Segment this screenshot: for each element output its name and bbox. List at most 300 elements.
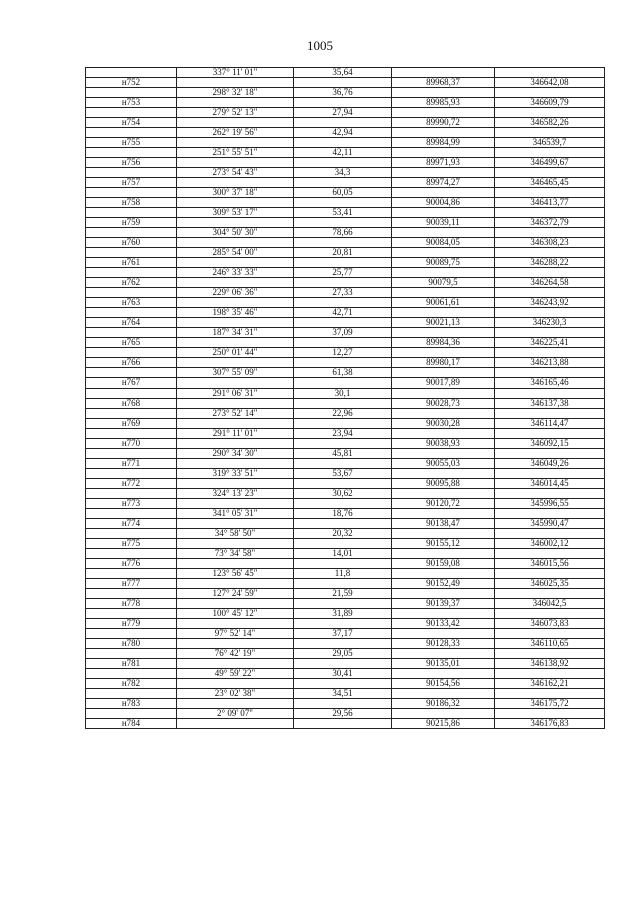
point-row: [86, 678, 605, 688]
point-name-cell: н768: [86, 398, 177, 408]
distance-cell: 34,3: [294, 168, 392, 178]
distance-cell: 37,17: [294, 628, 392, 638]
empty-cell: [294, 78, 392, 88]
angle-cell: 300° 37' 18": [177, 188, 294, 198]
x-coordinate-cell: 90055,03: [392, 458, 495, 468]
empty-cell: [495, 528, 605, 538]
angle-cell: 49° 59' 22": [177, 668, 294, 678]
point-row: [86, 358, 605, 368]
page-number: 1005: [307, 38, 333, 53]
point-row: [86, 378, 605, 388]
empty-cell: [392, 328, 495, 338]
empty-cell: [294, 498, 392, 508]
empty-cell: [495, 428, 605, 438]
point-row: [86, 618, 605, 628]
empty-cell: [294, 458, 392, 468]
x-coordinate-cell: 90139,37: [392, 598, 495, 608]
angle-cell: 341° 05' 31": [177, 508, 294, 518]
empty-cell: [392, 128, 495, 138]
distance-cell: 14,01: [294, 548, 392, 558]
point-row: [86, 658, 605, 668]
point-name-cell: н777: [86, 578, 177, 588]
empty-cell: [392, 108, 495, 118]
x-coordinate-cell: 90154,56: [392, 678, 495, 688]
empty-cell: [177, 498, 294, 508]
distance-cell: 30,41: [294, 668, 392, 678]
y-coordinate-cell: 346582,26: [495, 118, 605, 128]
y-coordinate-cell: 346114,47: [495, 418, 605, 428]
point-row: [86, 178, 605, 188]
y-coordinate-cell: 346042,5: [495, 598, 605, 608]
empty-cell: [294, 318, 392, 328]
distance-cell: 60,05: [294, 188, 392, 198]
empty-cell: [495, 488, 605, 498]
empty-cell: [495, 148, 605, 158]
segment-row: [86, 688, 605, 698]
empty-cell: [495, 548, 605, 558]
empty-cell: [495, 408, 605, 418]
x-coordinate-cell: 89985,93: [392, 98, 495, 108]
x-coordinate-cell: 90133,42: [392, 618, 495, 628]
angle-cell: 187° 34' 31": [177, 328, 294, 338]
coordinates-table: [85, 67, 605, 729]
angle-cell: 127° 24' 59": [177, 588, 294, 598]
segment-row: [86, 488, 605, 498]
empty-cell: [177, 598, 294, 608]
angle-cell: 23° 02' 38": [177, 688, 294, 698]
empty-cell: [86, 348, 177, 358]
segment-row: [86, 188, 605, 198]
empty-cell: [177, 438, 294, 448]
point-name-cell: н754: [86, 118, 177, 128]
segment-row: [86, 228, 605, 238]
point-name-cell: н764: [86, 318, 177, 328]
segment-row: [86, 468, 605, 478]
point-row: [86, 478, 605, 488]
empty-cell: [392, 548, 495, 558]
angle-cell: 291° 11' 01": [177, 428, 294, 438]
angle-cell: 34° 58' 50": [177, 528, 294, 538]
empty-cell: [177, 198, 294, 208]
empty-cell: [495, 328, 605, 338]
angle-cell: 229° 06' 36": [177, 288, 294, 298]
empty-cell: [495, 248, 605, 258]
empty-cell: [392, 348, 495, 358]
angle-cell: 309° 53' 17": [177, 208, 294, 218]
distance-cell: 23,94: [294, 428, 392, 438]
point-name-cell: н765: [86, 338, 177, 348]
empty-cell: [495, 288, 605, 298]
segment-row: [86, 528, 605, 538]
empty-cell: [294, 418, 392, 428]
segment-row: [86, 668, 605, 678]
empty-cell: [495, 608, 605, 618]
point-name-cell: н782: [86, 678, 177, 688]
y-coordinate-cell: 346609,79: [495, 98, 605, 108]
distance-cell: 21,59: [294, 588, 392, 598]
angle-cell: 262° 19' 56": [177, 128, 294, 138]
empty-cell: [495, 188, 605, 198]
empty-cell: [177, 98, 294, 108]
empty-cell: [294, 98, 392, 108]
x-coordinate-cell: 89974,27: [392, 178, 495, 188]
point-row: [86, 538, 605, 548]
empty-cell: [177, 578, 294, 588]
empty-cell: [86, 208, 177, 218]
empty-cell: [495, 648, 605, 658]
y-coordinate-cell: 346162,21: [495, 678, 605, 688]
empty-cell: [86, 648, 177, 658]
point-row: [86, 318, 605, 328]
empty-cell: [86, 508, 177, 518]
empty-cell: [495, 588, 605, 598]
segment-row: [86, 328, 605, 338]
empty-cell: [177, 618, 294, 628]
empty-cell: [177, 719, 294, 729]
segment-row: [86, 709, 605, 719]
y-coordinate-cell: 345990,47: [495, 518, 605, 528]
empty-cell: [392, 688, 495, 698]
y-coordinate-cell: 346465,45: [495, 178, 605, 188]
empty-cell: [177, 518, 294, 528]
empty-cell: [177, 558, 294, 568]
x-coordinate-cell: 89990,72: [392, 118, 495, 128]
x-coordinate-cell: 89984,36: [392, 338, 495, 348]
point-name-cell: н776: [86, 558, 177, 568]
empty-cell: [495, 388, 605, 398]
y-coordinate-cell: 346308,23: [495, 238, 605, 248]
empty-cell: [392, 208, 495, 218]
point-name-cell: н770: [86, 438, 177, 448]
empty-cell: [392, 408, 495, 418]
y-coordinate-cell: 346264,58: [495, 278, 605, 288]
empty-cell: [86, 128, 177, 138]
distance-cell: 18,76: [294, 508, 392, 518]
empty-cell: [294, 678, 392, 688]
empty-cell: [495, 228, 605, 238]
empty-cell: [495, 308, 605, 318]
empty-cell: [392, 148, 495, 158]
distance-cell: 29,05: [294, 648, 392, 658]
empty-cell: [177, 458, 294, 468]
point-name-cell: н774: [86, 518, 177, 528]
segment-row: [86, 628, 605, 638]
empty-cell: [495, 268, 605, 278]
segment-row: [86, 68, 605, 78]
empty-cell: [495, 88, 605, 98]
distance-cell: 42,94: [294, 128, 392, 138]
angle-cell: 273° 52' 14": [177, 408, 294, 418]
empty-cell: [495, 208, 605, 218]
empty-cell: [86, 408, 177, 418]
angle-cell: 250° 01' 44": [177, 348, 294, 358]
y-coordinate-cell: 345996,55: [495, 498, 605, 508]
empty-cell: [495, 688, 605, 698]
empty-cell: [392, 628, 495, 638]
empty-cell: [392, 248, 495, 258]
empty-cell: [392, 448, 495, 458]
x-coordinate-cell: 89971,93: [392, 158, 495, 168]
x-coordinate-cell: 90028,73: [392, 398, 495, 408]
point-row: [86, 258, 605, 268]
point-name-cell: н752: [86, 78, 177, 88]
point-name-cell: н771: [86, 458, 177, 468]
empty-cell: [495, 68, 605, 78]
empty-cell: [294, 518, 392, 528]
empty-cell: [392, 308, 495, 318]
x-coordinate-cell: 90095,88: [392, 478, 495, 488]
empty-cell: [86, 68, 177, 78]
empty-cell: [177, 378, 294, 388]
y-coordinate-cell: 346014,45: [495, 478, 605, 488]
point-row: [86, 578, 605, 588]
empty-cell: [177, 118, 294, 128]
angle-cell: 290° 34' 30": [177, 448, 294, 458]
point-row: [86, 418, 605, 428]
distance-cell: 29,56: [294, 709, 392, 719]
empty-cell: [294, 158, 392, 168]
angle-cell: 97° 52' 14": [177, 628, 294, 638]
distance-cell: 30,62: [294, 488, 392, 498]
y-coordinate-cell: 346642,08: [495, 78, 605, 88]
segment-row: [86, 568, 605, 578]
angle-cell: 304° 50' 30": [177, 228, 294, 238]
segment-row: [86, 448, 605, 458]
angle-cell: 76° 42' 19": [177, 648, 294, 658]
empty-cell: [294, 638, 392, 648]
y-coordinate-cell: 346230,3: [495, 318, 605, 328]
point-name-cell: н779: [86, 618, 177, 628]
y-coordinate-cell: 346073,83: [495, 618, 605, 628]
empty-cell: [294, 338, 392, 348]
empty-cell: [392, 288, 495, 298]
x-coordinate-cell: 90155,12: [392, 538, 495, 548]
x-coordinate-cell: 90215,86: [392, 719, 495, 729]
empty-cell: [86, 228, 177, 238]
empty-cell: [86, 308, 177, 318]
distance-cell: 27,94: [294, 108, 392, 118]
empty-cell: [294, 398, 392, 408]
empty-cell: [392, 528, 495, 538]
empty-cell: [392, 568, 495, 578]
point-name-cell: н761: [86, 258, 177, 268]
empty-cell: [392, 268, 495, 278]
point-row: [86, 598, 605, 608]
empty-cell: [495, 128, 605, 138]
point-name-cell: н755: [86, 138, 177, 148]
empty-cell: [495, 628, 605, 638]
segment-row: [86, 288, 605, 298]
distance-cell: 31,89: [294, 608, 392, 618]
empty-cell: [177, 418, 294, 428]
segment-row: [86, 428, 605, 438]
empty-cell: [177, 138, 294, 148]
point-row: [86, 198, 605, 208]
empty-cell: [392, 608, 495, 618]
point-row: [86, 98, 605, 108]
x-coordinate-cell: 90004,86: [392, 198, 495, 208]
empty-cell: [294, 598, 392, 608]
empty-cell: [495, 668, 605, 678]
distance-cell: 78,66: [294, 228, 392, 238]
empty-cell: [294, 298, 392, 308]
y-coordinate-cell: 346413,77: [495, 198, 605, 208]
point-name-cell: н758: [86, 198, 177, 208]
empty-cell: [86, 248, 177, 258]
angle-cell: 251° 55' 51": [177, 148, 294, 158]
segment-row: [86, 308, 605, 318]
x-coordinate-cell: 89968,37: [392, 78, 495, 88]
empty-cell: [294, 178, 392, 188]
angle-cell: 100° 45' 12": [177, 608, 294, 618]
empty-cell: [177, 358, 294, 368]
empty-cell: [177, 478, 294, 488]
y-coordinate-cell: 346243,92: [495, 298, 605, 308]
empty-cell: [294, 138, 392, 148]
segment-row: [86, 108, 605, 118]
y-coordinate-cell: 346002,12: [495, 538, 605, 548]
y-coordinate-cell: 346288,22: [495, 258, 605, 268]
empty-cell: [86, 288, 177, 298]
angle-cell: 123° 56' 45": [177, 568, 294, 578]
empty-cell: [495, 568, 605, 578]
empty-cell: [86, 388, 177, 398]
empty-cell: [392, 88, 495, 98]
empty-cell: [86, 608, 177, 618]
angle-cell: 337° 11' 01": [177, 68, 294, 78]
point-row: [86, 238, 605, 248]
y-coordinate-cell: 346025,35: [495, 578, 605, 588]
segment-row: [86, 168, 605, 178]
x-coordinate-cell: 90159,08: [392, 558, 495, 568]
empty-cell: [392, 188, 495, 198]
point-name-cell: н775: [86, 538, 177, 548]
empty-cell: [392, 168, 495, 178]
angle-cell: 198° 35' 46": [177, 308, 294, 318]
segment-row: [86, 208, 605, 218]
distance-cell: 34,51: [294, 688, 392, 698]
distance-cell: 53,67: [294, 468, 392, 478]
distance-cell: 30,1: [294, 388, 392, 398]
x-coordinate-cell: 90152,49: [392, 578, 495, 588]
empty-cell: [86, 448, 177, 458]
point-name-cell: н769: [86, 418, 177, 428]
y-coordinate-cell: 346175,72: [495, 698, 605, 708]
empty-cell: [86, 368, 177, 378]
empty-cell: [495, 348, 605, 358]
empty-cell: [86, 548, 177, 558]
point-row: [86, 78, 605, 88]
empty-cell: [86, 88, 177, 98]
y-coordinate-cell: 346137,38: [495, 398, 605, 408]
empty-cell: [177, 318, 294, 328]
segment-row: [86, 508, 605, 518]
point-row: [86, 158, 605, 168]
y-coordinate-cell: 346213,88: [495, 358, 605, 368]
empty-cell: [86, 488, 177, 498]
empty-cell: [392, 468, 495, 478]
segment-row: [86, 368, 605, 378]
distance-cell: 45,81: [294, 448, 392, 458]
empty-cell: [177, 298, 294, 308]
segment-row: [86, 88, 605, 98]
y-coordinate-cell: 346499,67: [495, 158, 605, 168]
point-row: [86, 558, 605, 568]
y-coordinate-cell: 346176,83: [495, 719, 605, 729]
empty-cell: [86, 668, 177, 678]
point-name-cell: н753: [86, 98, 177, 108]
angle-cell: 307° 55' 09": [177, 368, 294, 378]
empty-cell: [294, 218, 392, 228]
point-row: [86, 338, 605, 348]
point-row: [86, 138, 605, 148]
point-name-cell: н783: [86, 698, 177, 708]
y-coordinate-cell: 346049,26: [495, 458, 605, 468]
point-name-cell: н772: [86, 478, 177, 488]
distance-cell: 36,76: [294, 88, 392, 98]
empty-cell: [86, 628, 177, 638]
distance-cell: 25,77: [294, 268, 392, 278]
point-row: [86, 638, 605, 648]
x-coordinate-cell: 90017,89: [392, 378, 495, 388]
distance-cell: 20,32: [294, 528, 392, 538]
point-row: [86, 698, 605, 708]
empty-cell: [294, 238, 392, 248]
x-coordinate-cell: 90079,5: [392, 278, 495, 288]
y-coordinate-cell: 346138,92: [495, 658, 605, 668]
point-name-cell: н784: [86, 719, 177, 729]
segment-row: [86, 588, 605, 598]
point-name-cell: н766: [86, 358, 177, 368]
x-coordinate-cell: 90089,75: [392, 258, 495, 268]
y-coordinate-cell: 346372,79: [495, 218, 605, 228]
distance-cell: 35,64: [294, 68, 392, 78]
x-coordinate-cell: 90135,01: [392, 658, 495, 668]
x-coordinate-cell: 90138,47: [392, 518, 495, 528]
point-name-cell: н773: [86, 498, 177, 508]
empty-cell: [495, 448, 605, 458]
distance-cell: 42,71: [294, 308, 392, 318]
empty-cell: [294, 118, 392, 128]
empty-cell: [294, 378, 392, 388]
x-coordinate-cell: 90030,28: [392, 418, 495, 428]
point-row: [86, 278, 605, 288]
point-name-cell: н760: [86, 238, 177, 248]
empty-cell: [86, 468, 177, 478]
empty-cell: [177, 278, 294, 288]
distance-cell: 37,09: [294, 328, 392, 338]
empty-cell: [86, 268, 177, 278]
point-name-cell: н762: [86, 278, 177, 288]
segment-row: [86, 408, 605, 418]
empty-cell: [294, 358, 392, 368]
empty-cell: [177, 658, 294, 668]
empty-cell: [177, 238, 294, 248]
empty-cell: [392, 709, 495, 719]
empty-cell: [294, 478, 392, 488]
empty-cell: [86, 688, 177, 698]
segment-row: [86, 248, 605, 258]
segment-row: [86, 268, 605, 278]
empty-cell: [177, 258, 294, 268]
x-coordinate-cell: 90120,72: [392, 498, 495, 508]
empty-cell: [392, 508, 495, 518]
segment-row: [86, 128, 605, 138]
empty-cell: [495, 468, 605, 478]
angle-cell: 285° 54' 00": [177, 248, 294, 258]
empty-cell: [392, 368, 495, 378]
x-coordinate-cell: 90061,61: [392, 298, 495, 308]
